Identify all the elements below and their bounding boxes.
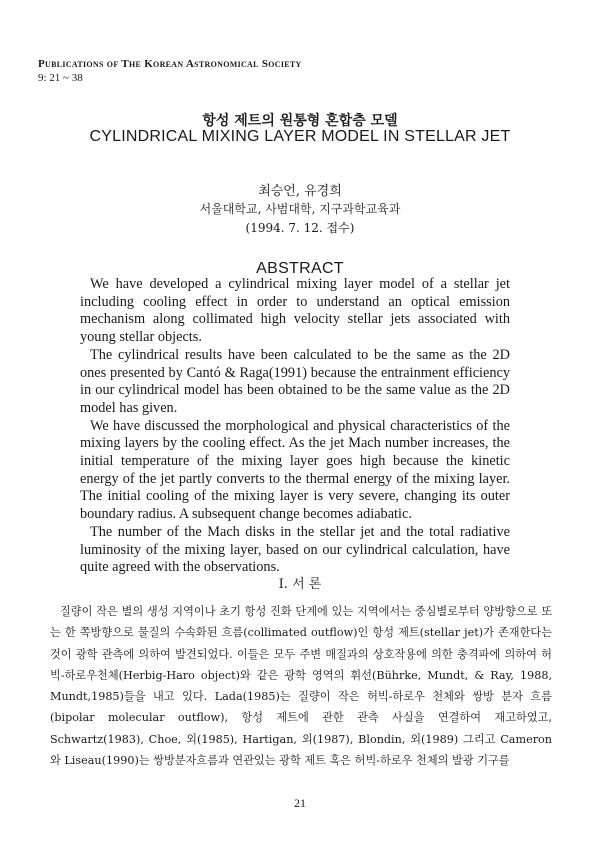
title-korean: 항성 제트의 원통형 혼합층 모델 (202, 113, 398, 129)
received-date: (1994. 7. 12. 접수) (245, 221, 355, 235)
affiliation: 서울대학교, 사범대학, 지구과학교육과 (199, 202, 401, 216)
authors: 최승언, 유경희 (258, 184, 342, 199)
abstract-paragraph: We have developed a cylindrical mixing layer model of a stellar jet including cooling effect in order to understand an optical emission mechanism along collimated high velocity stellar jets associated with young stellar objects. (80, 276, 510, 346)
abstract-heading: ABSTRACT (256, 260, 344, 277)
introduction-paragraph: 질량이 작은 별의 생성 지역이나 초기 항성 진화 단계에 있는 지역에서는 중심별로부터 양방향으로 또는 한 쪽방향으로 물질의 수속화된 흐름(collimated outflow)인 항성 제트(stellar jet)가 존재한다는 것이 광학 관측에 의하여 발견되었다. 이들은 모두 주변 매질과의 상호작용에 의한 충격파에 의하여 허빅-하로우천체(Herbig-Haro object)와 같은 광학 영역의 휘선(Bührke, Mundt, & Ray, 1988, Mundt,1985)들을 내고 있다. Lada(1985)는 질량이 작은 허빅-하로우 천체와 쌍방 분자 흐름(bipolar molecular outflow), 항성 제트에 관한 관측 사실을 연결하여 재고하였고, Schwartz(1983), Choe, 외(1985), Hartigan, 외(1987), Blondin, 외(1989) 그리고 Cameron와 Liseau(1990)는 쌍방분자흐름과 연관있는 광학 제트 혹은 허빅-하로우 천체의 발광 기구를 (50, 605, 552, 768)
section-heading: I. 서 론 (278, 577, 322, 592)
page-number: 21 (294, 796, 306, 810)
abstract-paragraph: The number of the Mach disks in the stellar jet and the total radiative luminosity of the mixing layer, based on our cylindrical calculation, have quite agreed with the observations. (80, 523, 510, 576)
abstract-body (80, 276, 510, 577)
title-english: CYLINDRICAL MIXING LAYER MODEL IN STELLAR JET (89, 128, 511, 145)
page-range: 9: 21 ~ 38 (38, 72, 83, 84)
introduction-body (50, 601, 552, 771)
journal-name: Publications of The Korean Astronomical Society (38, 58, 302, 70)
abstract-paragraph: We have discussed the morphological and physical characteristics of the mixing layers by the cooling effect. As the jet Mach number increases, the initial temperature of the mixing layer goes high because the kinetic energy of the jet partly converts to the thermal energy of the mixing layer. The initial cooling of the mixing layer is very severe, changing its outer boundary radius. A subsequent change becomes adiabatic. (80, 417, 510, 523)
abstract-paragraph: The cylindrical results have been calculated to be the same as the 2D ones presented by Cantó & Raga(1991) because the entrainment efficiency in our cylindrical model has been obtained to be the same value as the 2D model has given. (80, 346, 510, 416)
